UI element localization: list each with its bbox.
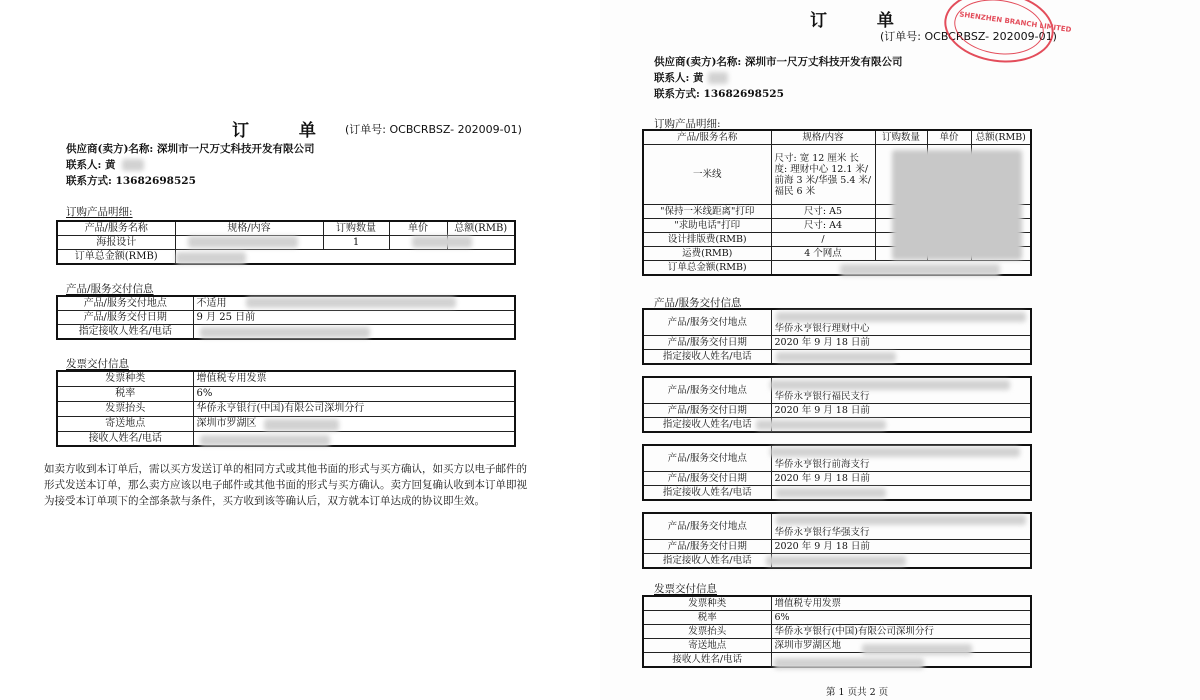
delivery-date-value: 2020 年 9 月 18 日前 <box>771 539 1031 553</box>
mailing-address-label: 寄送地点 <box>643 639 771 653</box>
redacted-address <box>776 312 1026 322</box>
products-header-row <box>57 221 515 236</box>
order-title: 订 单 <box>810 11 916 31</box>
invoice-title-label: 发票抬头 <box>643 625 771 639</box>
product-name: 运费(RMB) <box>643 247 771 261</box>
supplier-name: 供应商(卖方)名称: 深圳市一尺万丈科技开发有限公司 <box>66 143 315 155</box>
redacted-contact <box>122 159 144 171</box>
delivery-recipient-label: 指定接收人姓名/电话 <box>643 349 771 364</box>
header-unit-price: 单价 <box>927 130 971 145</box>
company-seal-stamp <box>940 0 1072 69</box>
tax-rate-label: 税率 <box>643 611 771 625</box>
redacted-contact <box>708 72 728 84</box>
header-spec: 规格/内容 <box>175 221 323 236</box>
order-page-left <box>0 0 580 700</box>
table-row <box>57 401 515 416</box>
invoice-title-label: 发票抬头 <box>57 401 193 416</box>
product-spec: 4 个网点 <box>771 247 875 261</box>
redacted-address <box>776 515 1026 525</box>
delivery-recipient-label: 指定接收人姓名/电话 <box>643 553 771 568</box>
redacted-place <box>246 297 456 308</box>
delivery-date-label: 产品/服务交付日期 <box>643 403 771 417</box>
redacted-address <box>770 380 1010 390</box>
redacted-prices-block <box>892 150 1022 260</box>
tax-rate-value: 6% <box>193 386 515 401</box>
delivery-place-value: 华侨永亨银行华强支行 <box>771 513 1031 539</box>
redacted-address <box>770 447 1020 457</box>
redacted-receiver <box>774 658 924 669</box>
header-total: 总额(RMB) <box>971 130 1031 145</box>
delivery-place-label: 产品/服务交付地点 <box>643 377 771 403</box>
page-footer: 第 1 页共 2 页 <box>826 687 889 698</box>
table-row <box>643 403 1031 417</box>
order-number: (订单号: OCBCRBSZ- 202009-01) <box>880 30 1057 43</box>
delivery-place-value: 不适用 <box>193 296 515 311</box>
seal-text: SHENZHEN BRANCH LIMITED <box>958 10 1072 35</box>
product-spec: / <box>771 233 875 247</box>
section-products: 订购产品明细: <box>654 118 721 130</box>
delivery-place-value: 华侨永亨银行前海支行 <box>771 445 1031 471</box>
product-name: 海报设计 <box>57 236 175 250</box>
redacted-receiver <box>200 435 330 446</box>
section-delivery: 产品/服务交付信息 <box>66 283 154 295</box>
delivery-place-value: 华侨永亨银行理财中心 <box>771 309 1031 335</box>
delivery-date-value: 2020 年 9 月 18 日前 <box>771 471 1031 485</box>
delivery-place-label: 产品/服务交付地点 <box>57 296 193 311</box>
redacted-recipient <box>776 488 886 498</box>
redacted-price <box>412 236 472 248</box>
section-products: 订购产品明细: <box>66 206 133 218</box>
terms-paragraph: 如卖方收到本订单后，需以买方发送订单的相同方式或其他书面的形式与买方确认，如买方以电子邮件的形式发送本订单，那么卖方应该以电子邮件或其他书面的形式与买方确认。卖方回复确认收到本订单即视为接受本订单项下的全部条款与条件，买方收到该等确认后，双方就本订单达成的协议即生效。 <box>44 463 527 507</box>
supplier-name: 供应商(卖方)名称: 深圳市一尺万丈科技开发有限公司 <box>654 56 903 68</box>
products-header-row <box>643 130 1031 145</box>
redacted-address <box>264 419 339 431</box>
section-delivery: 产品/服务交付信息 <box>654 297 742 309</box>
redacted-recipient <box>756 420 886 430</box>
delivery-date-value: 9 月 25 日前 <box>193 311 515 325</box>
product-qty: 1 <box>323 236 389 250</box>
header-total: 总额(RMB) <box>447 221 515 236</box>
table-row <box>643 639 1031 653</box>
header-qty: 订购数量 <box>323 221 389 236</box>
section-invoice: 发票交付信息 <box>654 583 717 595</box>
section-invoice: 发票交付信息 <box>66 358 129 370</box>
delivery-recipient-label: 指定接收人姓名/电话 <box>57 325 193 340</box>
delivery-date-value: 2020 年 9 月 18 日前 <box>771 335 1031 349</box>
total-row <box>57 250 515 265</box>
product-name: "求助电话"打印 <box>643 219 771 233</box>
contact-person: 联系人: 黄 <box>66 159 116 171</box>
receiver-label: 接收人姓名/电话 <box>57 431 193 446</box>
product-spec: 尺寸: A4 <box>771 219 875 233</box>
delivery-place-label: 产品/服务交付地点 <box>643 445 771 471</box>
redacted-spec <box>188 236 298 248</box>
header-product: 产品/服务名称 <box>57 221 175 236</box>
invoice-type-value: 增值税专用发票 <box>771 596 1031 611</box>
order-title: 订 单 <box>232 121 338 141</box>
table-row <box>643 596 1031 611</box>
table-row <box>57 371 515 386</box>
redacted-address <box>862 644 972 655</box>
product-spec: 尺寸: A5 <box>771 205 875 219</box>
header-spec: 规格/内容 <box>771 130 875 145</box>
delivery-date-label: 产品/服务交付日期 <box>643 539 771 553</box>
delivery-place-label: 产品/服务交付地点 <box>643 309 771 335</box>
redacted-total <box>176 252 246 264</box>
contact-person: 联系人: 黄 <box>654 72 704 84</box>
product-name: 设计排版费(RMB) <box>643 233 771 247</box>
tax-rate-value: 6% <box>771 611 1031 625</box>
mailing-address-value: 深圳市罗湖区 <box>193 416 515 431</box>
table-row <box>643 335 1031 349</box>
redacted-total <box>840 264 1000 276</box>
table-row <box>643 625 1031 639</box>
product-spec: 尺寸: 宽 12 厘米 长度: 理财中心 12.1 米/前海 3 米/华强 5.4 米/福民 6 米 <box>771 145 875 205</box>
invoice-title-value: 华侨永亨银行(中国)有限公司深圳分行 <box>771 625 1031 639</box>
header-unit-price: 单价 <box>389 221 447 236</box>
invoice-title-value: 华侨永亨银行(中国)有限公司深圳分行 <box>193 401 515 416</box>
delivery-place-value: 华侨永亨银行福民支行 <box>771 377 1031 403</box>
product-name: "保持一米线距离"打印 <box>643 205 771 219</box>
invoice-type-label: 发票种类 <box>57 371 193 386</box>
delivery-date-value: 2020 年 9 月 18 日前 <box>771 403 1031 417</box>
total-label: 订单总金额(RMB) <box>57 250 175 265</box>
table-row <box>643 611 1031 625</box>
header-qty: 订购数量 <box>875 130 927 145</box>
mailing-address-value: 深圳市罗湖区地 <box>771 639 1031 653</box>
invoice-type-label: 发票种类 <box>643 596 771 611</box>
invoice-type-value: 增值税专用发票 <box>193 371 515 386</box>
mailing-address-label: 寄送地点 <box>57 416 193 431</box>
table-row <box>643 471 1031 485</box>
header-product: 产品/服务名称 <box>643 130 771 145</box>
delivery-date-label: 产品/服务交付日期 <box>643 335 771 349</box>
redacted-recipient <box>200 327 370 338</box>
redacted-recipient <box>776 352 896 362</box>
receiver-label: 接收人姓名/电话 <box>643 653 771 668</box>
order-number: (订单号: OCBCRBSZ- 202009-01) <box>345 123 522 136</box>
product-name: 一米线 <box>643 145 771 205</box>
table-row <box>57 386 515 401</box>
tax-rate-label: 税率 <box>57 386 193 401</box>
table-row <box>643 539 1031 553</box>
contact-phone: 联系方式: 13682698525 <box>654 88 784 100</box>
seal-inner-ring <box>951 0 1048 60</box>
delivery-place-label: 产品/服务交付地点 <box>643 513 771 539</box>
total-label: 订单总金额(RMB) <box>643 261 771 276</box>
table-row <box>57 311 515 325</box>
delivery-recipient-label: 指定接收人姓名/电话 <box>643 417 771 432</box>
delivery-date-label: 产品/服务交付日期 <box>643 471 771 485</box>
redacted-recipient <box>766 556 906 566</box>
delivery-recipient-label: 指定接收人姓名/电话 <box>643 485 771 500</box>
delivery-date-label: 产品/服务交付日期 <box>57 311 193 325</box>
contact-phone: 联系方式: 13682698525 <box>66 175 196 187</box>
order-page-right <box>600 0 1200 700</box>
